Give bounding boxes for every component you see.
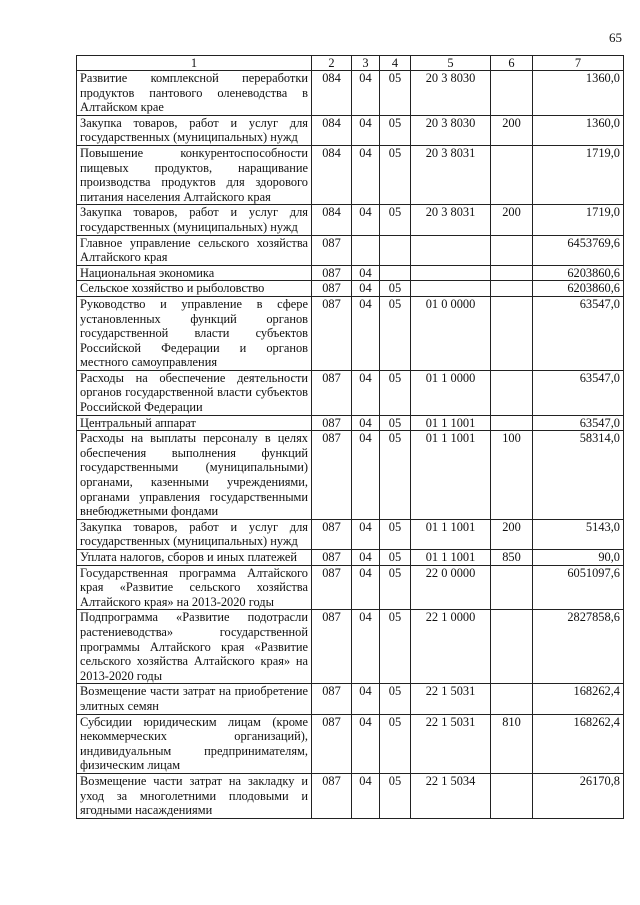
budget-table — [76, 55, 624, 819]
expense-name-cell: Государственная программа Алтайского края «Развитие сельского хозяйства Алтайского края» на 2013-2020 годы — [77, 565, 312, 610]
table-row — [77, 205, 624, 235]
target-article-cell: 20 3 8030 — [411, 115, 491, 145]
subsection-code-cell: 05 — [380, 550, 411, 566]
header-cell-2: 2 — [312, 56, 352, 71]
subsection-code-cell: 05 — [380, 205, 411, 235]
table-row — [77, 71, 624, 116]
amount-cell: 2827858,6 — [533, 610, 624, 684]
expense-name-cell: Сельское хозяйство и рыболовство — [77, 281, 312, 297]
ministry-code-cell: 084 — [312, 71, 352, 116]
section-code-cell: 04 — [352, 773, 380, 818]
subsection-code-cell: 05 — [380, 714, 411, 773]
amount-cell: 168262,4 — [533, 684, 624, 714]
table-row — [77, 415, 624, 431]
ministry-code-cell: 087 — [312, 550, 352, 566]
ministry-code-cell: 087 — [312, 610, 352, 684]
ministry-code-cell: 087 — [312, 773, 352, 818]
expense-name-cell: Субсидии юридическим лицам (кроме некоммерческих организаций), индивидуальным предпринимателям, физическим лицам — [77, 714, 312, 773]
target-article-cell: 20 3 8030 — [411, 71, 491, 116]
section-code-cell: 04 — [352, 205, 380, 235]
target-article-cell: 22 1 5031 — [411, 714, 491, 773]
expense-type-cell — [491, 610, 533, 684]
ministry-code-cell: 084 — [312, 115, 352, 145]
table-row — [77, 610, 624, 684]
expense-name-cell: Расходы на выплаты персоналу в целях обеспечения выполнения функций государственными (муниципальными) органами, казенными учреждениями, органами управления государственными внебюджетными фондами — [77, 431, 312, 520]
target-article-cell: 01 1 1001 — [411, 431, 491, 520]
expense-type-cell — [491, 565, 533, 610]
page-number: 65 — [609, 30, 622, 45]
target-article-cell: 01 1 1001 — [411, 415, 491, 431]
expense-name-cell: Национальная экономика — [77, 265, 312, 281]
ministry-code-cell: 087 — [312, 265, 352, 281]
section-code-cell: 04 — [352, 714, 380, 773]
expense-type-cell — [491, 415, 533, 431]
target-article-cell: 01 0 0000 — [411, 296, 491, 370]
section-code-cell: 04 — [352, 296, 380, 370]
target-article-cell: 01 1 1001 — [411, 519, 491, 549]
expense-name-cell: Подпрограмма «Развитие подотрасли растениеводства» государственной программы Алтайского края «Развитие сельского хозяйства Алтайского края» на 2013-2020 годы — [77, 610, 312, 684]
target-article-cell: 01 1 1001 — [411, 550, 491, 566]
expense-name-cell: Закупка товаров, работ и услуг для государственных (муниципальных) нужд — [77, 115, 312, 145]
header-row — [77, 56, 624, 71]
section-code-cell: 04 — [352, 71, 380, 116]
subsection-code-cell: 05 — [380, 431, 411, 520]
subsection-code-cell: 05 — [380, 71, 411, 116]
expense-name-cell: Повышение конкурентоспособности пищевых продуктов, наращивание производства продуктов для здорового питания населения Алтайского края — [77, 145, 312, 204]
target-article-cell — [411, 281, 491, 297]
expense-type-cell: 810 — [491, 714, 533, 773]
amount-cell: 1360,0 — [533, 115, 624, 145]
subsection-code-cell: 05 — [380, 370, 411, 415]
target-article-cell: 22 1 5031 — [411, 684, 491, 714]
section-code-cell: 04 — [352, 550, 380, 566]
table-row — [77, 235, 624, 265]
amount-cell: 6453769,6 — [533, 235, 624, 265]
header-cell-5: 5 — [411, 56, 491, 71]
target-article-cell: 22 1 0000 — [411, 610, 491, 684]
expense-name-cell: Закупка товаров, работ и услуг для государственных (муниципальных) нужд — [77, 519, 312, 549]
subsection-code-cell — [380, 265, 411, 281]
section-code-cell — [352, 235, 380, 265]
amount-cell: 90,0 — [533, 550, 624, 566]
expense-name-cell: Закупка товаров, работ и услуг для государственных (муниципальных) нужд — [77, 205, 312, 235]
table-row — [77, 550, 624, 566]
table-row — [77, 296, 624, 370]
amount-cell: 168262,4 — [533, 714, 624, 773]
ministry-code-cell: 087 — [312, 370, 352, 415]
section-code-cell: 04 — [352, 519, 380, 549]
section-code-cell: 04 — [352, 431, 380, 520]
section-code-cell: 04 — [352, 684, 380, 714]
amount-cell: 6203860,6 — [533, 265, 624, 281]
target-article-cell: 20 3 8031 — [411, 145, 491, 204]
subsection-code-cell: 05 — [380, 684, 411, 714]
table-row — [77, 714, 624, 773]
subsection-code-cell: 05 — [380, 610, 411, 684]
ministry-code-cell: 087 — [312, 684, 352, 714]
subsection-code-cell — [380, 235, 411, 265]
table-row — [77, 370, 624, 415]
expense-type-cell: 100 — [491, 431, 533, 520]
target-article-cell: 22 1 5034 — [411, 773, 491, 818]
amount-cell: 58314,0 — [533, 431, 624, 520]
amount-cell: 1719,0 — [533, 145, 624, 204]
table-row — [77, 431, 624, 520]
ministry-code-cell: 087 — [312, 415, 352, 431]
expense-name-cell: Возмещение части затрат на приобретение элитных семян — [77, 684, 312, 714]
header-cell-1: 1 — [77, 56, 312, 71]
subsection-code-cell: 05 — [380, 519, 411, 549]
expense-type-cell — [491, 684, 533, 714]
amount-cell: 6051097,6 — [533, 565, 624, 610]
expense-type-cell — [491, 265, 533, 281]
subsection-code-cell: 05 — [380, 281, 411, 297]
expense-type-cell: 200 — [491, 115, 533, 145]
expense-type-cell — [491, 296, 533, 370]
target-article-cell — [411, 265, 491, 281]
ministry-code-cell: 084 — [312, 205, 352, 235]
table-row — [77, 265, 624, 281]
ministry-code-cell: 087 — [312, 296, 352, 370]
subsection-code-cell: 05 — [380, 565, 411, 610]
expense-name-cell: Центральный аппарат — [77, 415, 312, 431]
table-row — [77, 519, 624, 549]
section-code-cell: 04 — [352, 370, 380, 415]
target-article-cell: 22 0 0000 — [411, 565, 491, 610]
expense-type-cell: 850 — [491, 550, 533, 566]
ministry-code-cell: 087 — [312, 431, 352, 520]
expense-name-cell: Развитие комплексной переработки продуктов пантового оленеводства в Алтайском крае — [77, 71, 312, 116]
ministry-code-cell: 087 — [312, 519, 352, 549]
table-row — [77, 565, 624, 610]
amount-cell: 63547,0 — [533, 370, 624, 415]
ministry-code-cell: 084 — [312, 145, 352, 204]
section-code-cell: 04 — [352, 281, 380, 297]
table-row — [77, 145, 624, 204]
subsection-code-cell: 05 — [380, 115, 411, 145]
expense-type-cell: 200 — [491, 205, 533, 235]
subsection-code-cell: 05 — [380, 415, 411, 431]
table-row — [77, 115, 624, 145]
section-code-cell: 04 — [352, 145, 380, 204]
expense-name-cell: Руководство и управление в сфере установленных функций органов государственной власти субъектов Российской Федерации и органов местного самоуправления — [77, 296, 312, 370]
ministry-code-cell: 087 — [312, 281, 352, 297]
header-cell-6: 6 — [491, 56, 533, 71]
expense-name-cell: Расходы на обеспечение деятельности органов государственной власти субъектов Российской Федерации — [77, 370, 312, 415]
subsection-code-cell: 05 — [380, 773, 411, 818]
expense-type-cell — [491, 773, 533, 818]
expense-name-cell: Уплата налогов, сборов и иных платежей — [77, 550, 312, 566]
expense-type-cell: 200 — [491, 519, 533, 549]
amount-cell: 6203860,6 — [533, 281, 624, 297]
amount-cell: 26170,8 — [533, 773, 624, 818]
header-cell-3: 3 — [352, 56, 380, 71]
section-code-cell: 04 — [352, 415, 380, 431]
expense-type-cell — [491, 281, 533, 297]
ministry-code-cell: 087 — [312, 714, 352, 773]
header-cell-7: 7 — [533, 56, 624, 71]
expense-name-cell: Возмещение части затрат на закладку и уход за многолетними плодовыми и ягодными насаждениями — [77, 773, 312, 818]
expense-name-cell: Главное управление сельского хозяйства Алтайского края — [77, 235, 312, 265]
ministry-code-cell: 087 — [312, 235, 352, 265]
subsection-code-cell: 05 — [380, 145, 411, 204]
amount-cell: 5143,0 — [533, 519, 624, 549]
section-code-cell: 04 — [352, 115, 380, 145]
expense-type-cell — [491, 71, 533, 116]
subsection-code-cell: 05 — [380, 296, 411, 370]
section-code-cell: 04 — [352, 565, 380, 610]
section-code-cell: 04 — [352, 265, 380, 281]
table-row — [77, 684, 624, 714]
ministry-code-cell: 087 — [312, 565, 352, 610]
expense-type-cell — [491, 235, 533, 265]
target-article-cell: 01 1 0000 — [411, 370, 491, 415]
amount-cell: 1719,0 — [533, 205, 624, 235]
amount-cell: 63547,0 — [533, 415, 624, 431]
amount-cell: 63547,0 — [533, 296, 624, 370]
section-code-cell: 04 — [352, 610, 380, 684]
amount-cell: 1360,0 — [533, 71, 624, 116]
target-article-cell: 20 3 8031 — [411, 205, 491, 235]
expense-type-cell — [491, 145, 533, 204]
table-row — [77, 773, 624, 818]
expense-type-cell — [491, 370, 533, 415]
header-cell-4: 4 — [380, 56, 411, 71]
table-row — [77, 281, 624, 297]
target-article-cell — [411, 235, 491, 265]
